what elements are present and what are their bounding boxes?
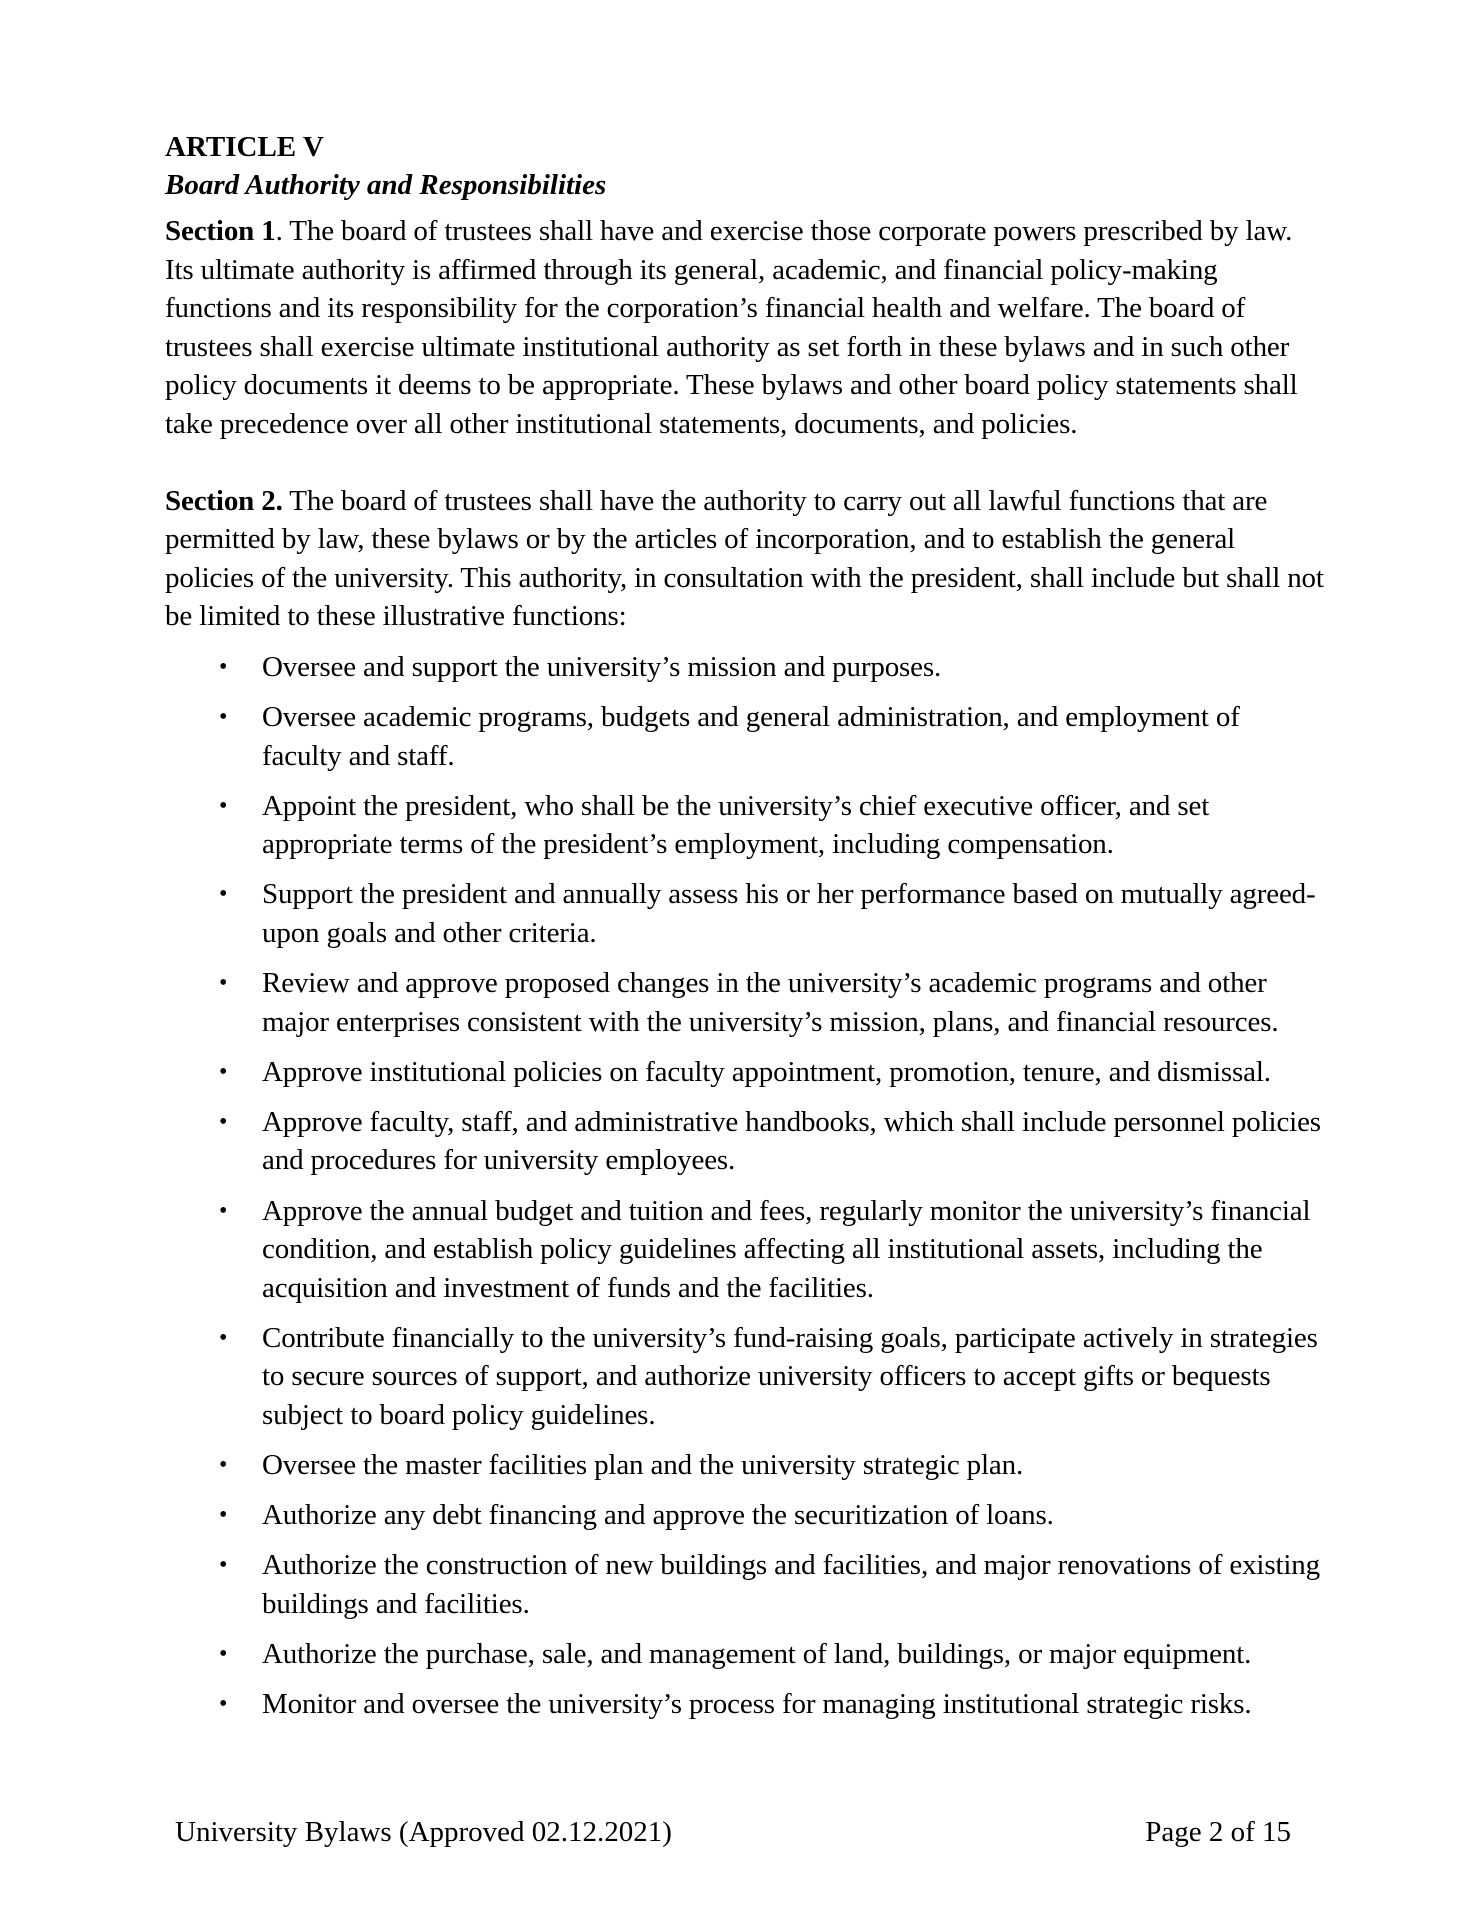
article-title: Board Authority and Responsibilities xyxy=(165,169,607,201)
functions-list xyxy=(165,648,1325,1724)
section-1-text: . The board of trustees shall have and exercise those corporate powers prescribed by law. Its ultimate authority is affirmed through its general, academic, and financial policy-making functions and its responsibility for the corporation’s financial health and welfare. The board of trustees shall exercise ultimate institutional authority as set forth in these bylaws and in such other policy documents it deems to be appropriate. These bylaws and other board policy statements shall take precedence over all other institutional statements, documents, and policies. xyxy=(165,215,1298,440)
bullet-icon: • xyxy=(219,881,228,908)
list-item: • Oversee academic programs, budgets and general administration, and employment of faculty and staff. xyxy=(165,698,1325,775)
list-item: • Support the president and annually assess his or her performance based on mutually agreed-upon goals and other criteria. xyxy=(165,875,1325,952)
bullet-icon: • xyxy=(219,1108,228,1135)
list-item: • Approve institutional policies on faculty appointment, promotion, tenure, and dismissal. xyxy=(165,1053,1325,1092)
bullet-icon: • xyxy=(219,1452,228,1479)
list-item: • Oversee the master facilities plan and the university strategic plan. xyxy=(165,1446,1325,1485)
list-item: • Appoint the president, who shall be the university’s chief executive officer, and set appropriate terms of the president’s employment, including compensation. xyxy=(165,787,1325,864)
bullet-icon: • xyxy=(219,1502,228,1529)
document-page xyxy=(165,128,1325,1735)
bullet-icon: • xyxy=(219,1197,228,1224)
section-2-paragraph xyxy=(165,482,1325,636)
bullet-icon: • xyxy=(219,1058,228,1085)
bullet-icon: • xyxy=(219,970,228,997)
bullet-icon: • xyxy=(219,704,228,731)
article-heading: ARTICLE V xyxy=(165,131,324,163)
bullet-icon: • xyxy=(219,792,228,819)
section-1-paragraph xyxy=(165,212,1325,444)
bullet-icon: • xyxy=(219,653,228,680)
list-item: • Approve the annual budget and tuition and fees, regularly monitor the university’s financial condition, and establish policy guidelines affecting all institutional assets, including the acquisition and investment of funds and the facilities. xyxy=(165,1192,1325,1308)
list-item: • Monitor and oversee the university’s process for managing institutional strategic risks. xyxy=(165,1685,1325,1724)
bullet-icon: • xyxy=(219,1691,228,1718)
list-item: • Contribute financially to the university’s fund-raising goals, participate actively in strategies to secure sources of support, and authorize university officers to accept gifts or bequests subject to board policy guidelines. xyxy=(165,1319,1325,1435)
footer-page-number: Page 2 of 15 xyxy=(1145,1816,1291,1848)
list-item: • Oversee and support the university’s mission and purposes. xyxy=(165,648,1325,687)
bullet-icon: • xyxy=(219,1324,228,1351)
section-2-lead: Section 2. xyxy=(165,484,283,517)
footer-document-title: University Bylaws (Approved 02.12.2021) xyxy=(175,1816,672,1848)
section-2-text: The board of trustees shall have the authority to carry out all lawful functions that are permitted by law, these bylaws or by the articles of incorporation, and to establish the general policies of the university. This authority, in consultation with the president, shall include but shall not be limited to these illustrative functions: xyxy=(165,484,1324,633)
list-item: • Authorize the construction of new buildings and facilities, and major renovations of existing buildings and facilities. xyxy=(165,1546,1325,1623)
page-footer xyxy=(175,1813,1291,1851)
bullet-icon: • xyxy=(219,1552,228,1579)
list-item: • Review and approve proposed changes in the university’s academic programs and other major enterprises consistent with the university’s mission, plans, and financial resources. xyxy=(165,964,1325,1041)
bullet-icon: • xyxy=(219,1641,228,1667)
section-1-lead: Section 1 xyxy=(165,215,276,247)
list-item: • Authorize the purchase, sale, and management of land, buildings, or major equipment. xyxy=(165,1635,1325,1674)
list-item: • Approve faculty, staff, and administrative handbooks, which shall include personnel policies and procedures for university employees. xyxy=(165,1103,1325,1180)
list-item: • Authorize any debt financing and approve the securitization of loans. xyxy=(165,1496,1325,1535)
